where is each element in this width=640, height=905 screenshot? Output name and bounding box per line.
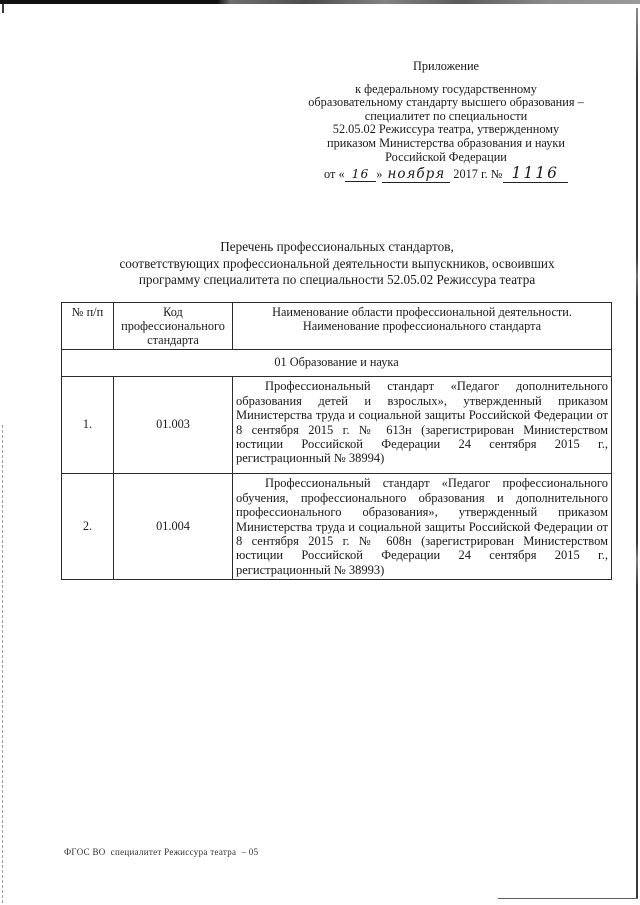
- standards-table: [61, 302, 612, 580]
- title-line: программу специалитета по специальности 52.05.02 Режиссура театра: [138, 272, 536, 288]
- table-header-row: [62, 303, 612, 350]
- handwritten-day: 16: [345, 167, 377, 182]
- section-row: [62, 350, 612, 377]
- appendix-block: [296, 60, 596, 182]
- title-line: Перечень профессиональных стандартов,: [220, 239, 454, 254]
- appendix-line: к федеральному государственному: [355, 81, 537, 96]
- row-number: 1.: [62, 377, 114, 474]
- appendix-line: специалитет по специальности: [364, 108, 528, 123]
- appendix-line: 52.05.02 Режиссура театра, утвержденному: [332, 122, 560, 137]
- table-row: [62, 474, 612, 580]
- scan-edge-top: [0, 0, 640, 4]
- appendix-line: образовательному стандарту высшего образования –: [308, 95, 584, 110]
- col-header-name: Наименование области профессиональной деятельности. Наименование профессионального стандарта: [233, 303, 612, 350]
- date-quote-close: »: [376, 167, 383, 182]
- date-middle: 2017 г. №: [450, 167, 503, 182]
- date-prefix: от «: [324, 167, 345, 182]
- row-code: 01.004: [114, 474, 233, 580]
- appendix-line: Российской Федерации: [385, 149, 507, 164]
- row-code: 01.003: [114, 377, 233, 474]
- handwritten-month: ноября: [382, 166, 450, 183]
- appendix-label: Приложение: [413, 59, 479, 73]
- scan-edge-right: [636, 8, 638, 898]
- page-footer: ФГОС ВО специалитет Режиссура театра – 05: [64, 847, 259, 857]
- handwritten-order-number: 1116: [503, 164, 568, 183]
- row-description: Профессиональный стандарт «Педагог профессионального обучения, профессионального образования и дополнительного профессионального образования», утвержденный приказом Министерства труда и социальной защиты Российской Федерации от 8 сентября 2015 г. № 608н (зарегистрирован Министерством юстиции Российской Федерации 24 сентября 2015 г., регистрационный № 38993): [233, 474, 612, 580]
- scan-edge-left: [2, 425, 3, 903]
- row-description: Профессиональный стандарт «Педагог дополнительного образования детей и взрослых», утвержденный приказом Министерства труда и социальной защиты Российской Федерации от 8 сентября 2015 г. № 613н (зарегистрирован Министерством юстиции Российской Федерации 24 сентября 2015 г., регистрационный № 38994): [233, 377, 612, 474]
- appendix-date-line: [296, 164, 596, 183]
- appendix-line: приказом Министерства образования и науки: [327, 135, 565, 150]
- title-line: соответствующих профессиональной деятельности выпускников, освоивших: [119, 255, 555, 271]
- section-cell: 01 Образование и наука: [62, 350, 612, 377]
- col-header-code: Код профессионального стандарта: [114, 303, 233, 350]
- table-row: [62, 377, 612, 474]
- document-title: [64, 239, 610, 289]
- row-number: 2.: [62, 474, 114, 580]
- col-header-num: № п/п: [62, 303, 114, 350]
- scan-edge-bottom-right: [498, 898, 638, 899]
- scan-mark-top-left: [2, 4, 4, 13]
